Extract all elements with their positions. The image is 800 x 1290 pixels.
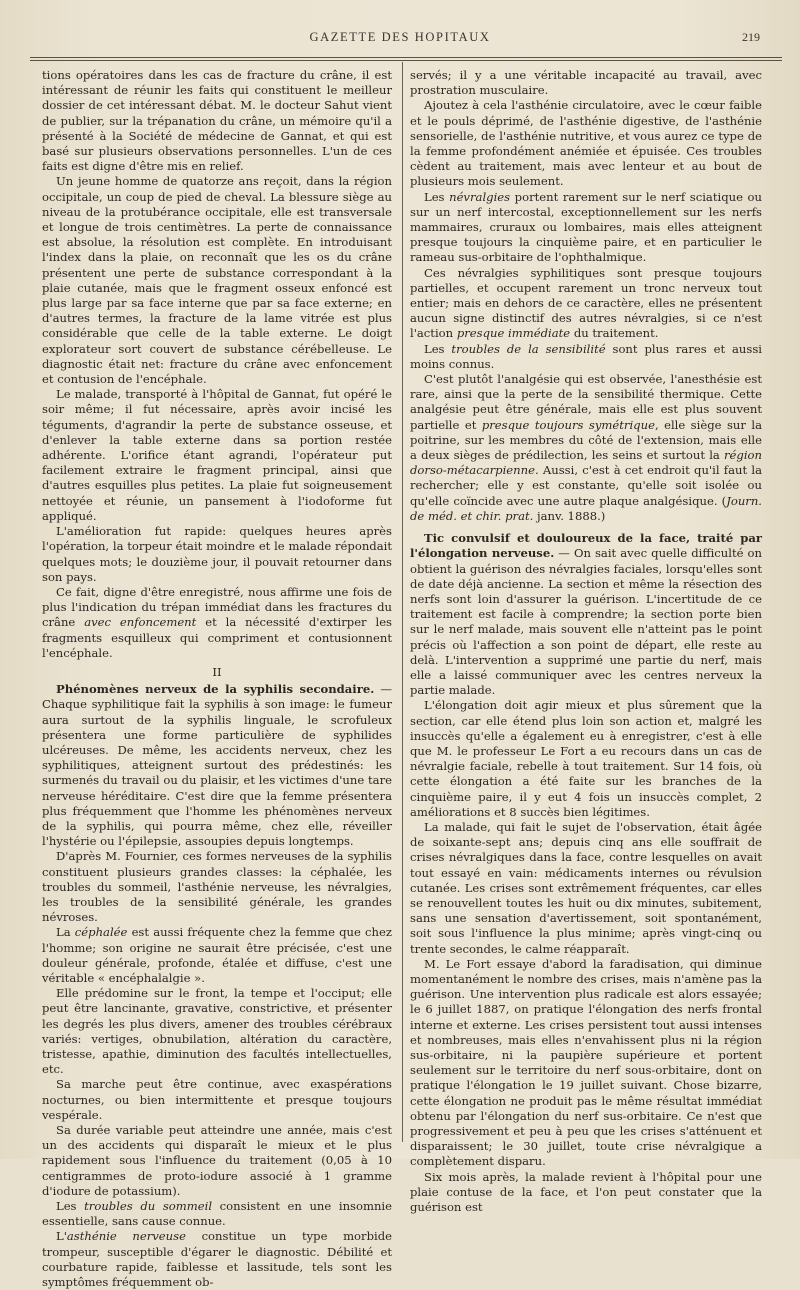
paragraph: Six mois après, la malade revient à l'hôpital pour une plaie contuse de la face, et l'on peut constater que la guérison est [410, 1169, 762, 1215]
paragraph [410, 342, 762, 372]
text-run: du traitement. [570, 326, 659, 341]
italic-run: avec enfoncement [84, 615, 197, 630]
paragraph [42, 1229, 392, 1290]
text-run: sont plus rares et aussi moins connus. [410, 341, 762, 371]
right-column [410, 68, 762, 1215]
italic-run: Journ. de méd. et chir. prat. [410, 493, 762, 523]
paragraph: M. Le Fort essaye d'abord la faradisation, qui diminue momentanément le nombre des crises, mais n'amène pas la guérison. Une intervention plus radicale est alors essayée; le 6 juillet 1887, on pratique l'élongation des nerfs frontal interne et externe. Les crises persistent tout aussi intenses et nombreuses, mais elles n'envahissent plus ni la région sus-orbitaire, ni la paupière supérieure et portent seulement sur le territoire du nerf sous-orbitaire, dont on pratique l'élongation le 19 juillet suivant. Chose bizarre, cette élongation ne produit pas le même résultat immédiat obtenu par l'élongation du nerf sus-orbitaire. Ce n'est que progressivement et peu à peu que les crises s'atténuent et disparaissent; le 30 juillet, toute crise névralgique a complètement disparu. [410, 956, 762, 1169]
text-run: Ce fait, digne d'être enregistré, nous affirme une fois de plus l'indication du trépan immédiat dans les fractures du crâne [42, 584, 392, 630]
section-heading: Phénomènes nerveux de la syphilis secondaire. [56, 682, 375, 697]
italic-run: céphalée [74, 925, 128, 940]
italic-run: presque immédiate [456, 326, 571, 341]
paragraph: Le malade, transporté à l'hôpital de Gannat, fut opéré le soir même; il fut nécessaire, après avoir incisé les téguments, d'agrandir la perte de substance osseuse, et d'enlever la table externe dans sa portion restée adhérente. L'orifice étant agrandi, l'opérateur put facilement extraire le fragment principal, ainsi que d'autres esquilles plus petites. La plaie fut soigneusement nettoyée et réunie, un pansement à l'iodoforme fut appliqué. [42, 387, 392, 523]
paragraph: Elle prédomine sur le front, la tempe et l'occiput; elle peut être lancinante, gravative, constrictive, et présenter les degrés les plus divers, amener des troubles cérébraux variés: vertiges, obnubilation, altération du caractère, tristesse, apathie, diminution des facultés intellectuelles, etc. [42, 986, 392, 1077]
text-run: Les [424, 341, 452, 356]
text-run: . Aussi, c'est à cet endroit qu'il faut la rechercher; elle y est constante, qu'elle soit isolée ou qu'elle coïncide avec une autre plaque analgésique. ( [410, 463, 762, 508]
header-rule-top [30, 57, 782, 58]
paragraph: D'après M. Fournier, ces formes nerveuses de la syphilis constituent plusieurs grandes classes: la céphalée, les troubles du sommeil, l'asthénie nerveuse, les névralgies, les troubles de la sensibilité générale, les grandes névroses. [42, 849, 392, 925]
paragraph: Un jeune homme de quatorze ans reçoit, dans la région occipitale, un coup de pied de cheval. La blessure siège au niveau de la protubérance occipitale, elle est transversale et longue de trois centimètres. La perte de connaissance est absolue, la résolution est complète. En introduisant l'index dans la plaie, on reconnaît que les os du crâne présentent une perte de substance correspondant à la plaie cutanée, mais que le fragment osseux enfoncé est plus large par sa face interne que par sa face externe; en d'autres termes, la fracture de la lame vitrée est plus considérable que celle de la table externe. Le doigt explorateur sort couvert de substance cérébelleuse. Le diagnostic était net: fracture du crâne avec enfoncement et contusion de l'encéphale. [42, 174, 392, 387]
text-run: L' [56, 1229, 67, 1244]
text-run: — On sait avec quelle difficulté on obtient la guérison des névralgies faciales, lorsqu'elles sont de date déjà ancienne. La section et même la résection des nerfs sont loin d'assurer la guérison. L'incertitude de ce traitement est facile à comprendre; la section porte bien sur le nerf malade, mais souvent elle n'atteint pas le point précis où l'affection a son point de départ, elle reste au delà. L'intervention a supprimé une partie du nerf, mais elle a laissé communiquer avec les centres nerveux la partie malade. [410, 546, 762, 698]
paragraph [410, 372, 762, 524]
paragraph: Ajoutez à cela l'asthénie circulatoire, avec le cœur faible et le pouls déprimé, de l'asthénie digestive, de l'asthénie sensorielle, de l'asthénie nutritive, et vous aurez ce type de la femme profondément anémiée et épuisée. Ces troubles cèdent au traitement, mais avec lenteur et au bout de plusieurs mois seulement. [410, 98, 762, 189]
italic-run: asthénie nerveuse [66, 1229, 186, 1244]
paragraph [42, 925, 392, 986]
paragraph [410, 190, 762, 266]
text-run: est aussi fréquente chez la femme que chez l'homme; son origine ne saurait être précisée, c'est une douleur générale, profonde, étalée et diffuse, c'est une véritable « encéphalalgie ». [42, 925, 392, 985]
italic-run: troubles du sommeil [84, 1199, 213, 1214]
section-heading: Tic convulsif et douloureux de la face, traité par l'élongation nerveuse. [410, 531, 762, 561]
italic-run: troubles de la sensibilité [451, 341, 606, 356]
left-column [42, 68, 393, 1290]
italic-run: névralgies [449, 189, 511, 204]
column-divider [402, 62, 403, 1142]
paragraph [42, 585, 392, 661]
italic-run: presque toujours symétrique [481, 417, 655, 432]
text-run: et la nécessité d'extirper les fragments esquilleux qui compriment et contusionnent l'encéphale. [42, 615, 393, 660]
text-run: C'est plutôt l'analgésie qui est observée, l'anesthésie est rare, ainsi que la perte de la sensibilité thermique. Cette analgésie peut être générale, mais elle est plus souvent partielle et [410, 372, 762, 432]
section-paragraph [410, 531, 762, 698]
paragraph [42, 1199, 392, 1229]
paragraph [410, 266, 762, 342]
paragraph: Sa durée variable peut atteindre une année, mais c'est un des accidents qui disparaît le mieux et le plus rapidement sous l'influence du traitement (0,05 à 10 centigrammes de proto-iodure associé à 1 gramme d'iodure de potassium). [42, 1123, 392, 1198]
text-run: La [56, 925, 75, 940]
text-run: Les [56, 1199, 85, 1214]
paragraph: tions opératoires dans les cas de fracture du crâne, il est intéressant de réunir les faits qui constituent le meilleur dossier de cet intéressant débat. M. le docteur Sahut vient de publier, sur la trépanation du crâne, un mémoire qu'il a présenté à la Société de médecine de Gannat, et qui est basé sur plusieurs observations personnelles. L'un de ces faits est digne d'être mis en relief. [42, 68, 392, 174]
section-paragraph [42, 682, 392, 849]
paragraph: servés; il y a une véritable incapacité au travail, avec prostration musculaire. [410, 68, 762, 98]
paragraph: Sa marche peut être continue, avec exaspérations nocturnes, ou bien intermittente et presque toujours vespérale. [42, 1077, 392, 1122]
text-run: portent rarement sur le nerf sciatique ou sur un nerf intercostal, exceptionnellement sur les nerfs mammaires, cruraux ou lombaires, mais elles atteignent presque toujours la cinquième paire, et en particulier le rameau sus-orbitaire de l'ophthalmique. [410, 189, 762, 265]
text-run: consistent en une insomnie essentielle, sans cause connue. [42, 1199, 392, 1229]
text-run: , elle siège sur la poitrine, sur les membres du côté de l'extension, mais elle a deux sièges de prédilection, les seins et surtout la [410, 417, 762, 463]
paragraph: L'amélioration fut rapide: quelques heures après l'opération, la torpeur était moindre et le malade répondait quelques mots; le douzième jour, il pouvait retourner dans son pays. [42, 524, 392, 584]
text-run: constitue un type morbide trompeur, susceptible d'égarer le diagnostic. Débilité et courbature rapide, faiblesse et lassitude, tels sont les symptômes fréquemment ob- [42, 1229, 392, 1290]
text-run: janv. 1888.) [533, 508, 606, 523]
journal-title: GAZETTE DES HOPITAUX [309, 30, 491, 44]
page-header [0, 30, 800, 48]
page-number: 219 [742, 30, 760, 44]
text-run: Les [424, 189, 450, 204]
section-number: II [212, 664, 222, 679]
text-run: Ces névralgies syphilitiques sont presque toujours partielles, et occupent rarement un tronc nerveux tout entier; mais en dehors de ce caractère, elles ne présentent aucun signe distinctif des autres névralgies, si ce n'est l'action [410, 265, 762, 341]
text-run: — Chaque syphilitique fait la syphilis à son image: le fumeur aura surtout de la syphilis linguale, le scrofuleux présentera une forme particulière de syphilides ulcéreuses. De même, les accidents nerveux, chez les syphilitiques, atteignent surtout des prédestinés: les surmenés du travail ou du plaisir, et les victimes d'une tare nerveuse héréditaire. C'est dire que la femme présentera plus fréquemment que l'homme les phénomènes nerveux de la syphilis, qui pourra même, chez elle, réveiller l'hystérie ou l'épilepsie, assoupies depuis longtemps. [42, 682, 392, 849]
italic-run: région dorso-métacarpienne [410, 448, 762, 478]
header-rule-bottom [30, 60, 782, 61]
paragraph: L'élongation doit agir mieux et plus sûrement que la section, car elle étend plus loin son action et, malgré les insuccès qu'elle a également eu à enregistrer, c'est à elle que M. le professeur Le Fort a eu recours dans un cas de névralgie faciale, rebelle à tout traitement. Sur 14 fois, où cette élongation a été faite sur les branches de la cinquième paire, il y eut 4 fois un insuccès complet, 2 améliorations et 8 succès bien légitimes. [410, 698, 762, 819]
paragraph: La malade, qui fait le sujet de l'observation, était âgée de soixante-sept ans; depuis cinq ans elle souffrait de crises névralgiques dans la face, contre lesquelles on avait tout essayé en vain: médicaments internes ou révulsion cutanée. Les crises sont extrêmement fréquentes, car elles se renouvellent toutes les huit ou dix minutes, subitement, sans une sensation d'avertissement, soit spontanément, soit sous l'influence la plus minime; après vingt-cinq ou trente secondes, le calme réapparaît. [410, 819, 762, 956]
